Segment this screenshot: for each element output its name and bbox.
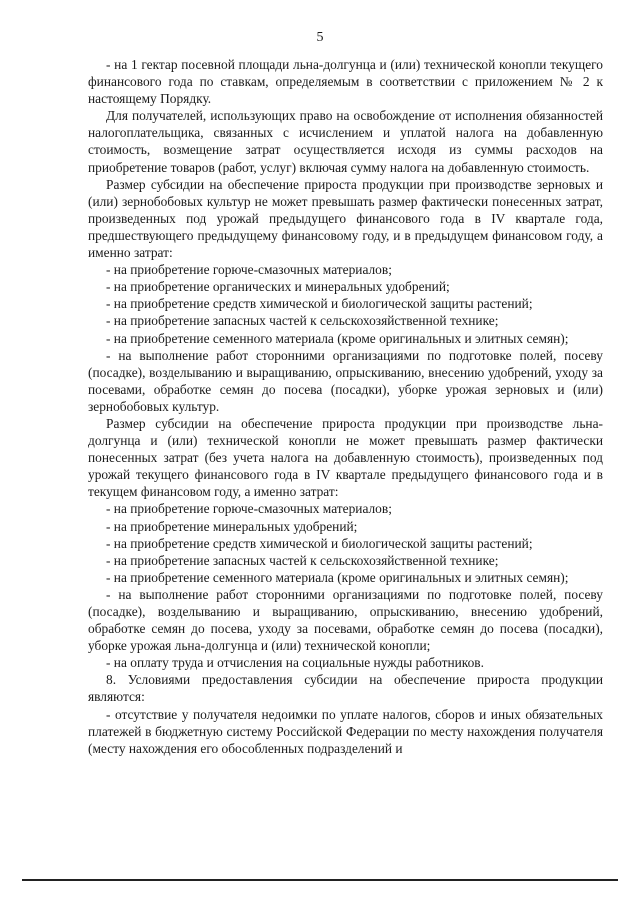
list-item-plant-protection-2: - на приобретение средств химической и биологической защиты растений;: [106, 535, 533, 551]
list-item-labor: - на оплату труда и отчисления на социальные нужды работников.: [106, 655, 484, 671]
page-number: 5: [316, 30, 324, 45]
paragraph-flax-subsidy: Размер субсидии на обеспечение прироста продукции при производстве льна-долгунца и (или) технической конопли не может превышать размер фактически понесенных затрат (без учета налога на добавленную стоимость), произведенных под урожай текущего финансового года в IV квартале предыдущего финансового года и в текущем финансовом году, а именно затрат:: [88, 415, 603, 500]
list-item-spare-parts-2: - на приобретение запасных частей к сельскохозяйственной технике;: [106, 552, 499, 568]
paragraph-grain-subsidy: Размер субсидии на обеспечение прироста продукции при производстве зерновых и (или) зернобобовых культур не может превышать размер фактически понесенных затрат, произведенных под урожай предыдущего финансового года в IV квартале года, предшествующего предыдущему финансовому году, и в предыдущем финансовом году, а именно затрат:: [88, 176, 603, 261]
list-item-plant-protection: - на приобретение средств химической и биологической защиты растений;: [106, 296, 533, 312]
list-item-seed-material-2: - на приобретение семенного материала (кроме оригинальных и элитных семян);: [106, 569, 569, 585]
paragraph-conditions-heading: 8. Условиями предоставления субсидии на обеспечение прироста продукции являются:: [88, 672, 603, 705]
list-item-mineral-fertilizers: - на приобретение минеральных удобрений;: [106, 518, 358, 534]
list-item-fuel-2: - на приобретение горюче-смазочных материалов;: [106, 501, 392, 517]
list-item-fertilizers: - на приобретение органических и минеральных удобрений;: [106, 279, 450, 295]
document-body: [88, 56, 603, 757]
list-item-no-arrears: - отсутствие у получателя недоимки по уплате налогов, сборов и иных обязательных платежей в бюджетную систему Российской Федерации по месту нахождения получателя (месту нахождения его обособленных подразделений и: [88, 706, 603, 756]
footer-rule: [22, 879, 618, 881]
list-item-third-party-work-2: - на выполнение работ сторонними организациями по подготовке полей, посеву (посадке), возделыванию и выращиванию, опрыскиванию, внесению удобрений, обработке семян до посева, уходу за посевами, обработке семян до посева (посадки), уборке урожая льна-долгунца и (или) технической конопли;: [88, 586, 603, 654]
list-item-third-party-work: - на выполнение работ сторонними организациями по подготовке полей, посеву (посадке), возделыванию и выращиванию, опрыскиванию, внесению удобрений, уходу за посевами, обработке семян до посева (посадки), уборке урожая зерновых и (или) зернобобовых культур.: [88, 347, 603, 414]
list-item-fuel: - на приобретение горюче-смазочных материалов;: [106, 262, 392, 278]
paragraph-vat-exempt: Для получателей, использующих право на освобождение от исполнения обязанностей налогоплательщика, связанных с исчислением и уплатой налога на добавленную стоимость, возмещение затрат осуществляется исходя из суммы расходов на приобретение товаров (работ, услуг) включая сумму налога на добавленную стоимость.: [88, 108, 603, 175]
list-item-seed-material: - на приобретение семенного материала (кроме оригинальных и элитных семян);: [106, 330, 569, 346]
paragraph-hectare-rate: - на 1 гектар посевной площади льна-долгунца и (или) технической конопли текущего финансового года по ставкам, определяемым в соответствии с приложением № 2 к настоящему Порядку.: [88, 57, 603, 107]
list-item-spare-parts: - на приобретение запасных частей к сельскохозяйственной технике;: [106, 313, 499, 329]
